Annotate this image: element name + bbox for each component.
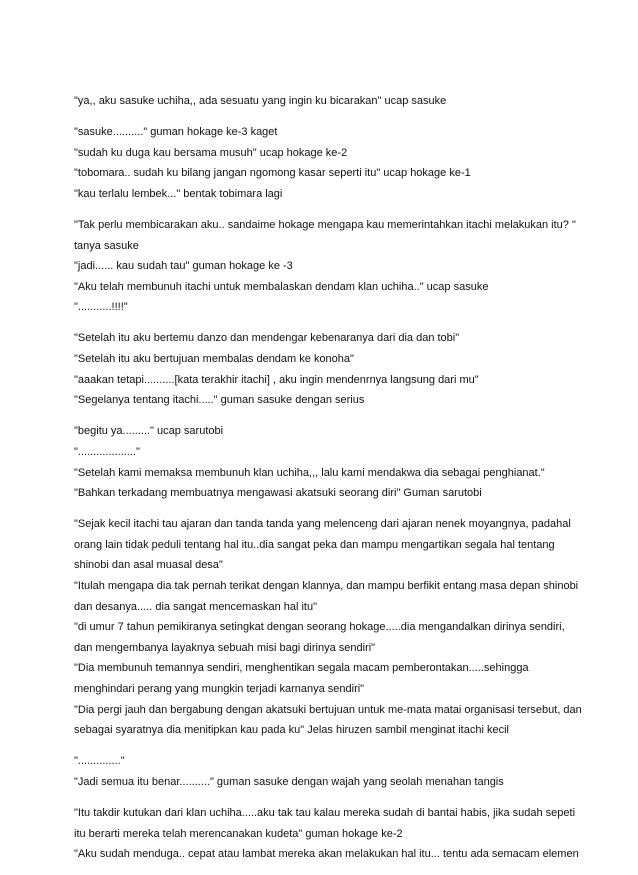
text-line: "tobomara.. sudah ku bilang jangan ngomong kasar seperti itu" ucap hokage ke-1 [74, 167, 471, 180]
text-line: "Sejak kecil itachi tau ajaran dan tanda tanda yang melenceng dari ajaran nenek moyangnya, padahal [74, 518, 571, 531]
text-line: sebagai syaratnya dia menitipkan kau pada ku" Jelas hiruzen sambil menginat itachi kecil [74, 724, 509, 737]
paragraph [74, 122, 574, 204]
text-line: shinobi dan asal muasal desa" [74, 559, 223, 572]
text-line: "Setelah itu aku bertujuan membalas dendam ke konoha" [74, 353, 354, 366]
text-line: "kau terlalu lembek..." bentak tobimara lagi [74, 187, 283, 200]
text-line: "Dia pergi jauh dan bergabung dengan akatsuki bertujuan untuk me-mata matai organisasi tersebut, dan [74, 703, 582, 716]
text-line: "sasuke.........." guman hokage ke-3 kaget [74, 126, 278, 139]
text-line: itu berarti mereka telah merencanakan kudeta" guman hokage ke-2 [74, 827, 403, 840]
text-line: orang lain tidak peduli tentang hal itu..dia sangat peka dan mampu mengartikan segala hal tentang [74, 538, 555, 551]
text-line: "Dia membunuh temannya sendiri, menghentikan segala macam pemberontakan.....sehingga [74, 662, 529, 675]
text-line: "...........!!!!" [74, 301, 128, 314]
text-line: "Itu takdir kutukan dari klan uchiha.....aku tak tau kalau mereka sudah di bantai habis, jika sudah sepeti [74, 806, 576, 819]
text-line: tanya sasuke [74, 239, 139, 252]
paragraph [74, 421, 574, 503]
paragraph [74, 751, 574, 792]
text-line: "aaakan tetapi..........[kata terakhir itachi] , aku ingin mendenrnya langsung dari mu" [74, 373, 479, 386]
paragraph [74, 514, 582, 741]
text-line: "..................." [74, 445, 140, 458]
text-line: "Segelanya tentang itachi....." guman sasuke dengan serius [74, 394, 365, 407]
text-line: "ya,, aku sasuke uchiha,, ada sesuatu yang ingin ku bicarakan" ucap sasuke [74, 95, 447, 107]
paragraph [74, 91, 574, 112]
text-line: "jadi...... kau sudah tau" guman hokage ke -3 [74, 260, 293, 273]
paragraph [74, 328, 574, 410]
paragraph [74, 803, 579, 865]
paragraph [74, 215, 574, 318]
text-line: menghindari perang yang mungkin terjadi karnanya sendiri" [74, 682, 365, 695]
text-line: dan desanya..... dia sangat mencemaskan hal itu" [74, 600, 317, 613]
text-line: ".............." [74, 755, 125, 768]
text-line: dan mengembanya layaknya sebuah misi bagi dirinya sendiri" [74, 641, 376, 654]
text-line: "Bahkan terkadang membuatnya mengawasi akatsuki seorang diri" Guman sarutobi [74, 487, 482, 500]
text-line: "Tak perlu membicarakan aku.. sandaime hokage mengapa kau memerintahkan itachi melakukan itu? " [74, 218, 576, 231]
text-line: "Setelah itu aku bertemu danzo dan mendengar kebenaranya dari dia dan tobi" [74, 332, 460, 345]
document-body [74, 91, 582, 875]
text-line: "Jadi semua itu benar.........." guman sasuke dengan wajah yang seolah menahan tangis [74, 775, 504, 788]
text-line: "begitu ya........." ucap sarutobi [74, 425, 224, 438]
text-line: "Itulah mengapa dia tak pernah terikat dengan klannya, dan mampu berfikit entang masa depan shinobi [74, 579, 579, 592]
text-line: "Aku telah membunuh itachi untuk membalaskan dendam klan uchiha.." ucap sasuke [74, 280, 489, 293]
text-line: "Setelah kami memaksa membunuh klan uchiha,,, lalu kami mendakwa dia sebagai penghianat." [74, 466, 545, 479]
text-line: "di umur 7 tahun pemikiranya setingkat dengan seorang hokage.....dia mengandalkan dirinya sendiri, [74, 621, 565, 634]
text-line: "Aku sudah menduga.. cepat atau lambat mereka akan melakukan hal itu... tentu ada semacam elemen [74, 848, 579, 861]
text-line: "sudah ku duga kau bersama musuh" ucap hokage ke-2 [74, 146, 348, 159]
